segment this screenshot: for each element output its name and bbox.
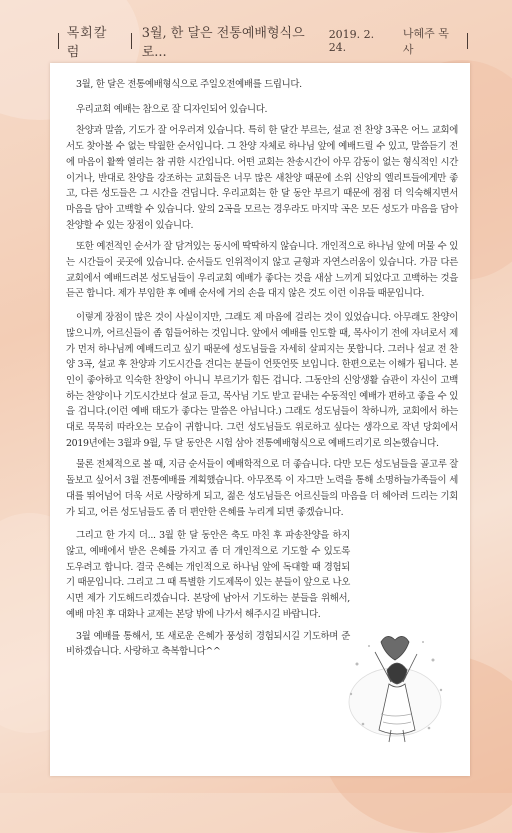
header-divider [131, 33, 132, 49]
article-paragraph: 그리고 한 가지 더... 3월 한 달 동안은 축도 마친 후 파송찬양을 하지 않고, 예배에서 받은 은혜를 가지고 좀 더 개인적으로 기도할 수 있도록 도우려고 합니다. 결국 은혜는 개인적으로 하나님 앞에 독대할 때 경험되기 때문입니다. 그리고 그 때 특별한 기도제목이 있는 분들이 앞으로 나오시면 제가 기도해드리겠습니다. 본당에 남아서 기도하는 분들을 위해서, 예배 마친 후 대화나 교제는 본당 밖에 나가서 해주시길 바랍니다. [66, 530, 350, 620]
article-paragraph: 3월 예배를 통해서, 또 새로운 은혜가 풍성히 경험되시길 기도하며 준비하겠습니다. 사랑하고 축복합니다^^ [66, 630, 350, 658]
praying-woman-illustration [337, 624, 453, 746]
article-paragraph: 물론 전체적으로 볼 때, 지금 순서들이 예배학적으로 더 좋습니다. 다만 모든 성도님들을 골고루 잘 돌보고 싶어서 3월 전통예배를 계획했습니다. 아무쪼록 이 자그만 노력을 통해 소명하늘가족들이 세대를 뛰어넘어 더욱 서로 사랑하게 되고, 젊은 성도님들은 어르신들의 마음을 더 헤아려 드리는 기회가 되고, 어른 성도님들도 좀 더 편안한 은혜를 누리게 되면 좋겠습니다. [66, 459, 458, 518]
article-paragraph: 찬양과 말씀, 기도가 잘 어우러져 있습니다. 특히 한 달간 부르는, 설교 전 찬양 3곡은 어느 교회에서도 찾아볼 수 없는 탁월한 순서입니다. 그 찬양 자체로 하나님 앞에 예배드릴 수 있고, 말씀듣기 전에 마음이 활짝 열리는 참 귀한 시간입니다. 어떤 교회는 찬송시간이 아무 감동이 없는 형식적인 시간이거나, 반대로 찬양을 강조하는 교회들은 너무 많은 새찬양 때문에 소위 신앙의 엘리트들에게만 좋고, 다른 성도들은 그 시간을 견딥니다. 우리교회는 한 달 동안 부르기 때문에 점점 더 익숙해지면서 마음을 담아 고백할 수 있습니다. 앞의 2곡을 모르는 경우라도 마지막 곡은 모든 성도가 마음을 담아 찬양할 수 있는 장점이 있습니다. [66, 125, 458, 231]
column-header [0, 20, 512, 62]
article-paragraph: 3월, 한 달은 전통예배형식으로 주일오전예배를 드립니다. [76, 79, 302, 90]
article-paragraph: 또한 예전적인 순서가 잘 담겨있는 동시에 딱딱하지 않습니다. 개인적으로 하나님 앞에 머물 수 있는 시간들이 곳곳에 있습니다. 순서들도 인위적이지 않고 균형과 자연스러움이 있습니다. 가끔 다른 교회에서 예배드려본 성도님들이 우리교회 예배가 좋다는 것을 새삼 느끼게 되었다고 고백하는 것을 듣곤 합니다. 제가 부임한 후 예배 순서에 거의 손을 대지 않은 것도 이런 이유들 때문입니다. [66, 241, 458, 300]
column-date: 2019. 2. 24. [328, 28, 375, 54]
header-divider [58, 33, 59, 49]
column-title: 3월, 한 달은 전통예배형식으로... [141, 26, 305, 60]
header-divider [467, 33, 468, 49]
article-paragraph: 우리교회 예배는 참으로 잘 디자인되어 있습니다. [76, 103, 268, 115]
article-body [66, 77, 458, 666]
column-category: 목회칼럼 [66, 26, 108, 60]
article-paper [50, 63, 470, 776]
column-author: 나혜주 목사 [402, 27, 449, 56]
article-paragraph: 이렇게 장점이 많은 것이 사실이지만, 그래도 제 마음에 걸리는 것이 있었습니다. 아무래도 찬양이 많으니까, 어르신들이 좀 힘들어하는 것입니다. 앞에서 예배를 인도할 때, 목사이기 전에 자녀로서 제가 먼저 하나님께 예배드리고 싶기 때문에 성도님들을 자세히 살피지는 못합니다. 그러나 설교 전 찬양 3곡, 설교 후 찬양과 기도시간을 견디는 분들이 언뜻언뜻 보입니다. 한편으로는 이해가 됩니다. 본인이 좋아하고 익숙한 찬양이 아니니 부르기가 힘든 겁니다. 그동안의 신앙생활 습관이 자신이 고백하는 찬양이나 기도시간보다 설교 듣고, 목사님 기도 받고 끝내는 수동적인 예배가 편하고 좋을 수 있을 겁니다.(이런 예배 태도가 좋다는 말씀은 아닙니다.) 그래도 성도님들이 착하니까, 교회에서 하는 대로 묵묵히 따라오는 모습이 귀합니다. 그런 성도님들도 위로하고 싶다는 생각으로 작년 당회에서 2019년에는 3월과 9월, 두 달 동안은 시험 삼아 전통예배형식으로 예배드리기로 의논했습니다. [66, 312, 458, 449]
